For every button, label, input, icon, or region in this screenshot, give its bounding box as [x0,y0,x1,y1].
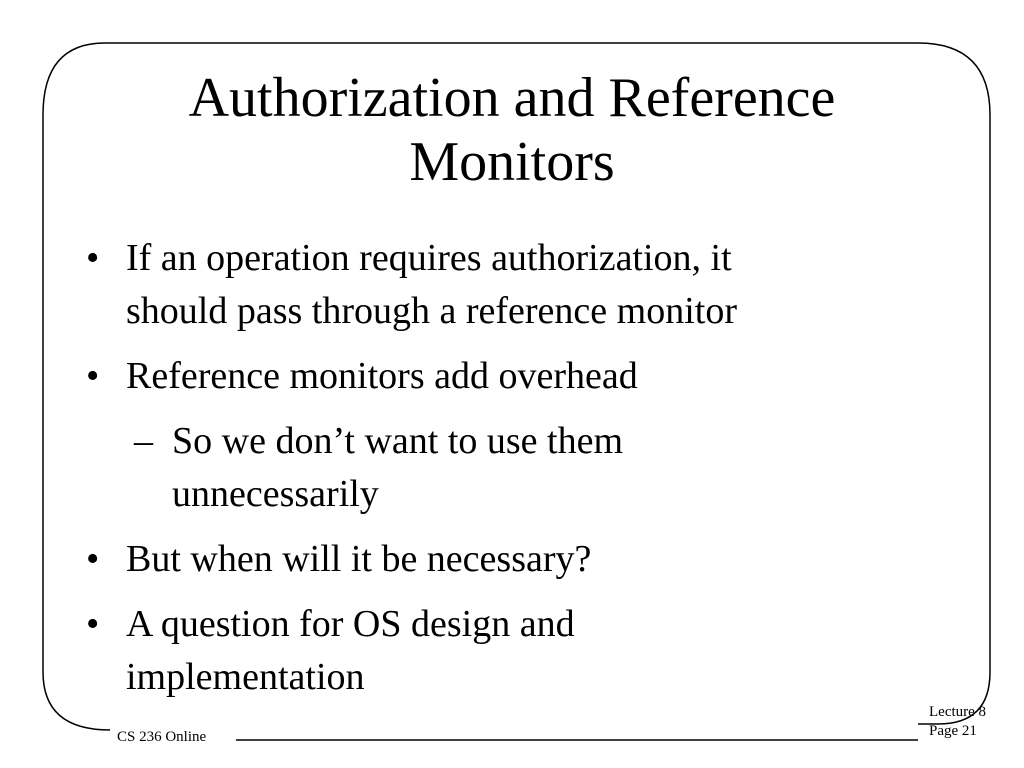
bullet-text-line: But when will it be necessary? [126,538,592,580]
bullet-item [82,598,902,704]
slide-title [100,66,924,194]
bullet-list [82,232,902,716]
bullet-text-line: should pass through a reference monitor [126,290,737,332]
bullet-marker: • [86,237,100,279]
bullet-text-line: A question for OS design and [126,603,575,645]
sub-bullet-text-line: So we don’t want to use them [172,420,624,462]
footer-page-number: Page 21 [929,723,977,739]
bullet-item [82,232,902,338]
bullet-marker: • [86,538,100,580]
sub-bullet-marker: – [134,420,153,462]
bullet-marker: • [86,355,100,397]
sub-bullet-text-line: unnecessarily [172,473,379,515]
footer-page-info [929,703,986,741]
footer-course: CS 236 Online [117,729,207,745]
bullet-marker: • [86,603,100,645]
bullet-item [82,533,902,586]
bullet-text-line: If an operation requires authorization, it [126,237,732,279]
title-line-1: Authorization and Reference [188,67,836,129]
sub-bullet-item [82,415,902,521]
footer-lecture: Lecture 8 [929,704,987,720]
bullet-item [82,350,902,403]
bullet-text-line: Reference monitors add overhead [126,355,638,397]
bullet-text-line: implementation [126,656,365,698]
title-line-2: Monitors [409,131,615,193]
